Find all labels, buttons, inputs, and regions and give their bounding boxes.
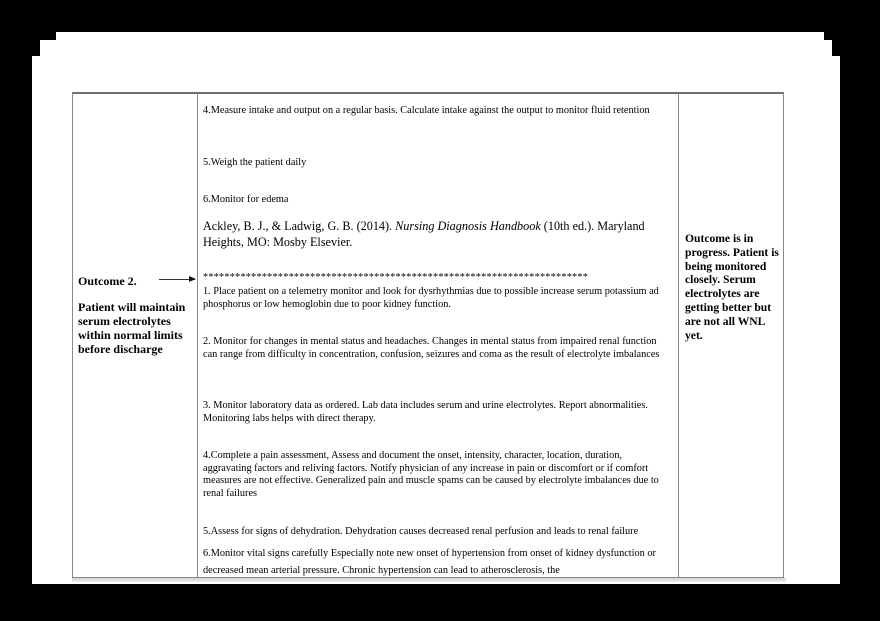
reference-citation bbox=[203, 219, 673, 250]
right-arrow-icon bbox=[159, 279, 195, 280]
page-break-rule bbox=[72, 578, 786, 582]
intervention-item: 1. Place patient on a telemetry monitor and look for dysrhythmias due to possible increase serum potassium ad phosphorus or low hemoglobin due to poor kidney function. bbox=[203, 286, 659, 310]
citation-title: Nursing Diagnosis Handbook bbox=[395, 219, 541, 233]
citation-authors: Ackley, B. J., & Ladwig, G. B. (2014). bbox=[203, 219, 396, 233]
prior-intervention: 4.Measure intake and output on a regular basis. Calculate intake against the output to monitor fluid retention bbox=[203, 105, 650, 116]
intervention-item: 2. Monitor for changes in mental status and headaches. Changes in mental status from impaired renal function can range from difficulty in concentration, confusion, seizures and coma as the result of electrolyte imbalances bbox=[203, 336, 660, 360]
intervention-item: 5.Assess for signs of dehydration. Dehydration causes decreased renal perfusion and leads to renal failure bbox=[203, 526, 639, 537]
citation-publisher: (10th ed.). Maryland Heights, MO: Mosby Elsevier. bbox=[203, 219, 645, 249]
evaluation-column bbox=[679, 94, 783, 577]
prior-intervention: 5.Weigh the patient daily bbox=[203, 157, 307, 168]
intervention-item: 6.Monitor vital signs carefully Especially note new onset of hypertension from onset of kidney dysfunction or decreased mean arterial pressure. Chronic hypertension can lead to atherosclerosis, the bbox=[203, 548, 656, 576]
intervention-item: 4.Complete a pain assessment, Assess and document the onset, intensity, character, location, duration, aggravating factors and reliving factors. Notify physician of any increase in pain or discomfort or if comfort measures are not effective. Generalized pain and muscle spams can be caused by electrolyte imbalances due to renal failures bbox=[203, 450, 659, 499]
outcome-column bbox=[73, 94, 198, 577]
prior-intervention: 6.Monitor for edema bbox=[203, 194, 289, 205]
outcome-goal: Patient will maintain serum electrolytes within normal limits before discharge bbox=[78, 300, 186, 356]
intervention-item: 3. Monitor laboratory data as ordered. Lab data includes serum and urine electrolytes. Report abnormalities. Monitoring labs helps with direct therapy. bbox=[203, 400, 648, 424]
separator-line: ************************************************************************ bbox=[203, 272, 589, 283]
interventions-column bbox=[198, 94, 679, 577]
outcome-label: Outcome 2. bbox=[78, 274, 137, 288]
care-plan-table bbox=[72, 92, 784, 578]
evaluation-text: Outcome is in progress. Patient is being monitored closely. Serum electrolytes are getting better but are not all WNL yet. bbox=[685, 232, 779, 342]
